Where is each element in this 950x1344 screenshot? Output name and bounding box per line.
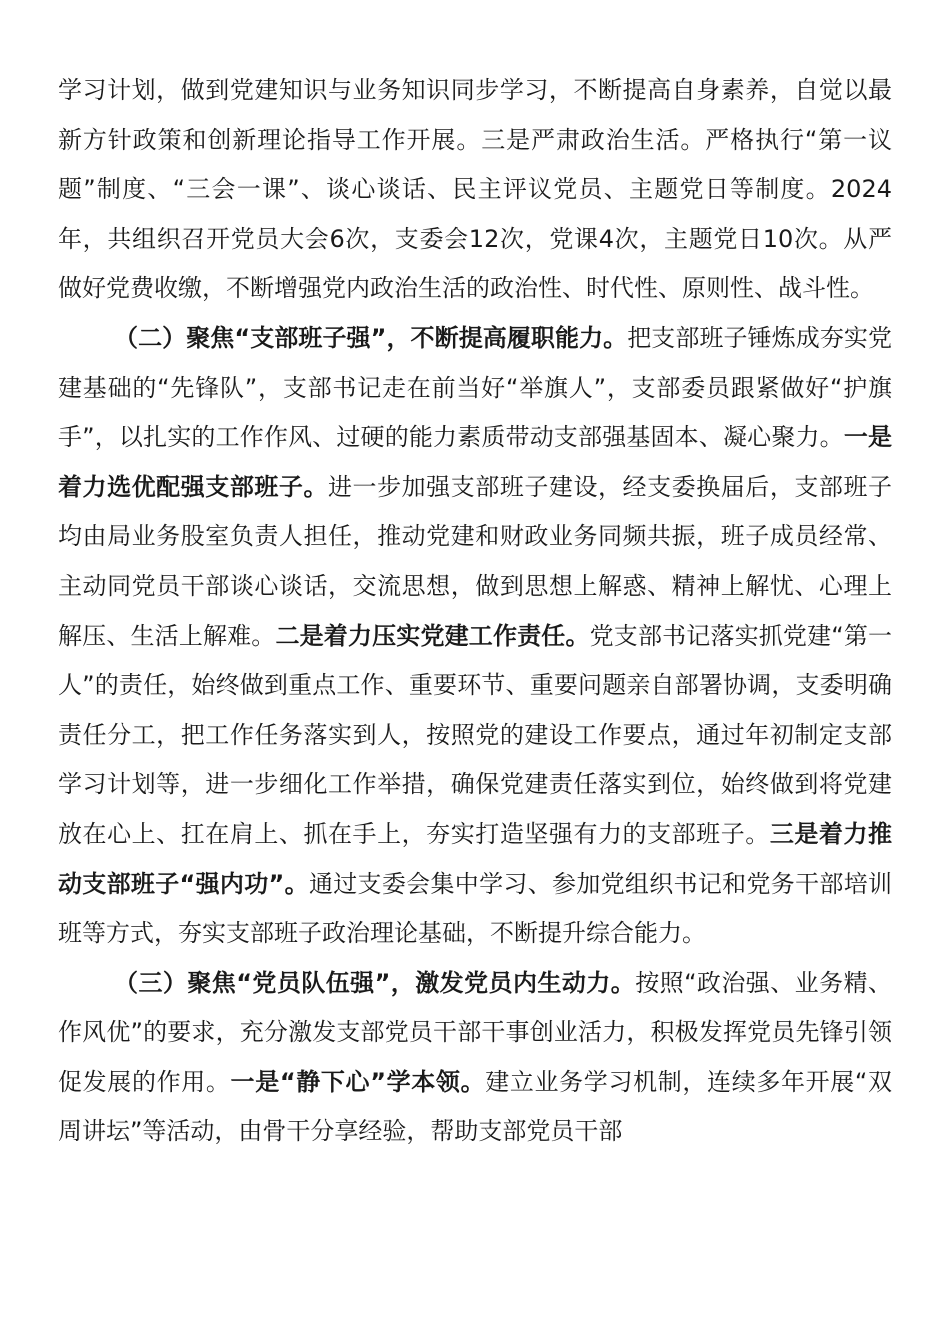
paragraph-2-point-3: 三是着力推动支部班子“强内功”。 <box>58 819 893 898</box>
paragraph-2-point-2: 二是着力压实党建工作责任。 <box>275 621 590 650</box>
paragraph-2-sentence-1: 把支部班子锤炼成夯实党建基础的“先锋队”，支部书记走在前当好“举旗人”，支部委员跟紧做好“护旗手”，以扎实的工作作风、过硬的能力素质带动支部强基固本、凝心聚力。 <box>58 323 893 452</box>
paragraph-3 <box>58 959 892 1157</box>
paragraph-3-sentence-1: 按照“政治强、业务精、作风优”的要求，充分激发支部党员干部干事创业活力，积极发挥党员先锋引领促发展的作用。 <box>58 968 893 1096</box>
paragraph-2-point-1: 一是着力选优配强支部班子。 <box>58 423 893 501</box>
paragraph-2 <box>58 314 892 959</box>
paragraph-3-sentence-2: 建立业务学习机制，连续多年开展“双周讲坛”等活动，由骨干分享经验，帮助支部党员干部 <box>58 1067 893 1146</box>
paragraph-2-sentence-3: 党支部书记落实抓党建“第一人”的责任，始终做到重点工作、重要环节、重要问题亲自部署协调，支委明确责任分工，把工作任务落实到人，按照党的建设工作要点，通过年初制定支部学习计划等，进一步细化工作举措，确保党建责任落实到位，始终做到将党建放在心上、扛在肩上、抓在手上，夯实打造坚强有力的支部班子。 <box>58 621 893 848</box>
paragraph-3-point-1: 一是“静下心”学本领。 <box>230 1067 486 1096</box>
paragraph-2-sentence-4: 通过支委会集中学习、参加党组织书记和党务干部培训班等方式，夯实支部班子政治理论基础，不断提升综合能力。 <box>58 869 893 948</box>
section-2-heading: （二）聚焦“支部班子强”，不断提高履职能力。 <box>114 323 628 352</box>
document-body <box>58 66 892 1157</box>
paragraph-2-sentence-2: 进一步加强支部班子建设，经支委换届后，支部班子均由局业务股室负责人担任，推动党建和财政业务同频共振，班子成员经常、主动同党员干部谈心谈话，交流思想，做到思想上解惑、精神上解忧、心理上解压、生活上解难。 <box>58 472 892 650</box>
paragraph-1 <box>58 66 892 314</box>
section-3-heading: （三）聚焦“党员队伍强”，激发党员内生动力。 <box>114 968 636 997</box>
paragraph-1-text: 学习计划，做到党建知识与业务知识同步学习，不断提高自身素养，自觉以最新方针政策和创新理论指导工作开展。三是严肃政治生活。严格执行“第一议题”制度、“三会一课”、谈心谈话、民主评议党员、主题党日等制度。2024年，共组织召开党员大会6次，支委会12次，党课4次，主题党日10次。从严做好党费收缴，不断增强党内政治生活的政治性、时代性、原则性、战斗性。 <box>58 76 892 303</box>
